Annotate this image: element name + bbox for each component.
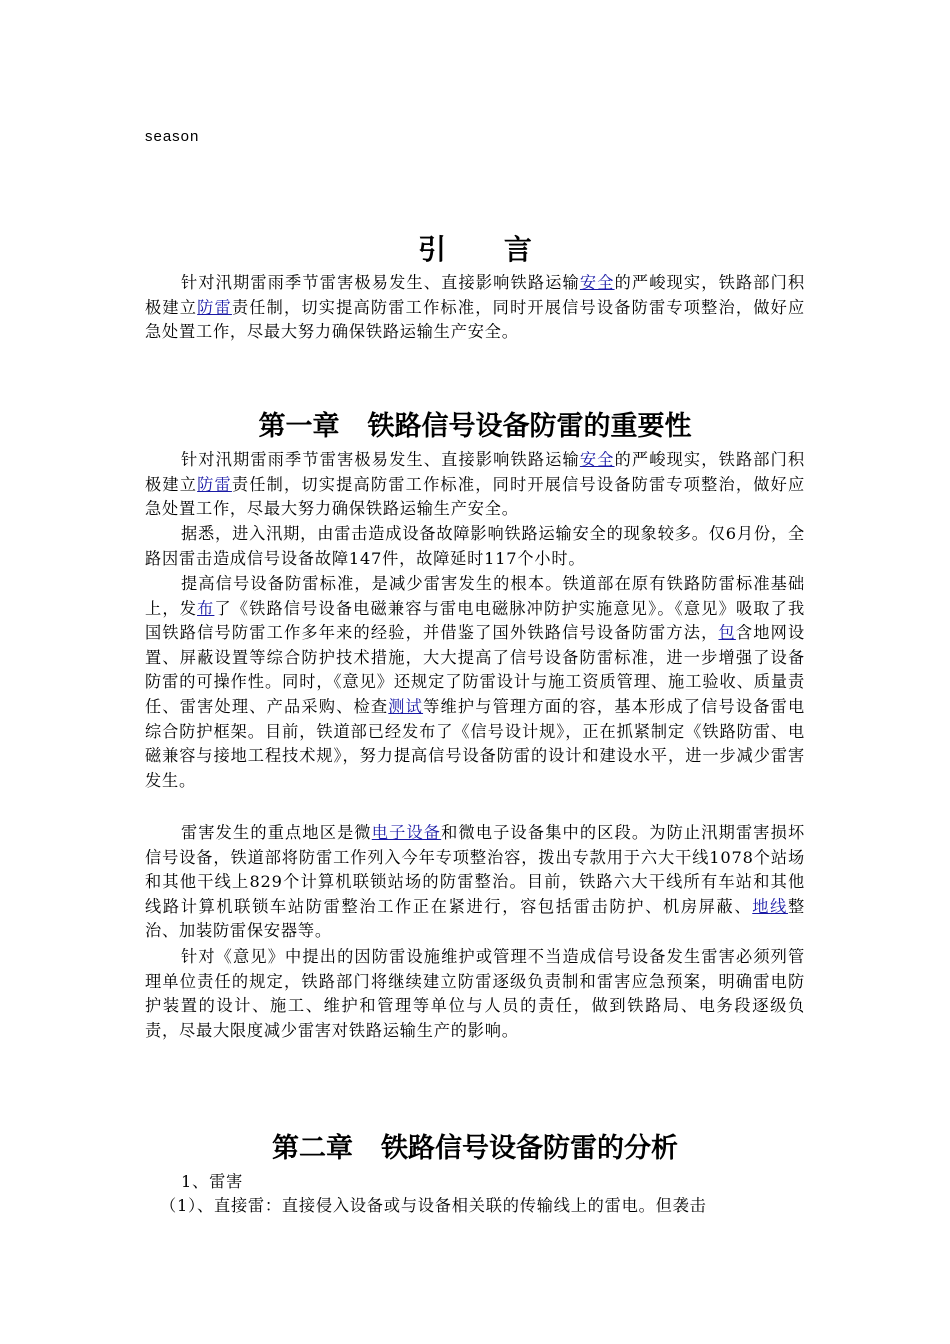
- chapter2-number: 第二章: [272, 1133, 353, 1164]
- intro-paragraph: [145, 271, 805, 345]
- link-lightning-protection[interactable]: 防雷: [197, 297, 232, 317]
- chapter1-paragraph-3: [145, 572, 805, 793]
- text-run: 等维护与管理方面的容，基本形成了信号设备雷电综合防护框架。目前，铁道部已经发布了《信号设计规》，正在抓紧制定《铁路防雷、电磁兼容与接地工程技术规》，努力提高信号设备防雷的设计和建设水平，进一步减少雷害发生。: [145, 696, 805, 790]
- chapter1-number: 第一章: [258, 411, 340, 442]
- link-testing[interactable]: 测试: [388, 696, 424, 716]
- text-run: 责任制，切实提高防雷工作标准，同时开展信号设备防雷专项整治，做好应急处置工作，尽最大努力确保铁路运输生产安全。: [145, 297, 805, 342]
- chapter1-heading: [0, 404, 950, 443]
- text-run: 含地网设置、屏蔽设置等综合防护技术措施，大大提高了信号设备防雷标准，进一步增强了设备防雷的可操作性。同时，《意见》还规定了防雷设计与施工资质管理、施工验收、质量责任、雷害处理、产品采购、检查: [145, 623, 805, 716]
- chapter1-paragraph-2: 据悉，进入汛期，由雷击造成设备故障影响铁路运输安全的现象较多。仅6月份，全路因雷击造成信号设备故障147件，故障延时117个小时。: [145, 524, 805, 568]
- text-run: 的严峻现实，铁路部门积极建立: [145, 273, 805, 317]
- chapter2-item-1: 1、雷害: [181, 1172, 244, 1191]
- text-run: 雷害发生的重点地区是微: [181, 823, 372, 842]
- link-ground-wire[interactable]: 地线: [752, 896, 788, 916]
- text-run: 针对汛期雷雨季节雷害极易发生、直接影响铁路运输: [181, 273, 580, 292]
- text-run: 的严峻现实，铁路部门积极建立: [145, 450, 805, 494]
- chapter2-heading: [0, 1126, 950, 1165]
- text-run: 了《铁路信号设备电磁兼容与雷电电磁脉冲防护实施意见》。《意见》吸取了我国铁路信号防雷工作多年来的经验，并借鉴了国外铁路信号设备防雷方法，: [145, 598, 805, 643]
- chapter1-paragraph-4: [145, 821, 805, 944]
- text-run: 针对汛期雷雨季节雷害极易发生、直接影响铁路运输: [181, 450, 580, 469]
- link-safety[interactable]: 安全: [579, 450, 615, 469]
- text-run: 和微电子设备集中的区段。为防止汛期雷害损坏信号设备，铁道部将防雷工作列入今年专项整治容，拨出专款用于六大干线1078个站场和其他干线上829个计算机联锁站场的防雷整治。目前，铁路六大干线所有车站和其他线路计算机联锁车站防雷整治工作正在紧进行，容包括雷击防护、机房屏蔽、: [145, 823, 805, 916]
- link-safety[interactable]: 安全: [579, 273, 615, 292]
- text-run: 整治、加装防雷保安器等。: [145, 896, 805, 941]
- chapter1-title: 铁路信号设备防雷的重要性: [367, 411, 692, 442]
- intro-heading: 引 言: [418, 233, 556, 266]
- text-run: 提高信号设备防雷标准，是减少雷害发生的根本。铁道部在原有铁路防雷标准基础上，发: [145, 574, 805, 618]
- text-run: 责任制，切实提高防雷工作标准，同时开展信号设备防雷专项整治，做好应急处置工作，尽最大努力确保铁路运输生产安全。: [145, 474, 805, 519]
- link-publish[interactable]: 布: [197, 598, 215, 618]
- chapter2-title: 铁路信号设备防雷的分析: [381, 1133, 678, 1164]
- chapter2-item-2: （1）、直接雷：直接侵入设备或与设备相关联的传输线上的雷电。但袭击: [160, 1196, 707, 1215]
- link-electronic-equipment[interactable]: 电子设备: [371, 823, 442, 842]
- header-word: season: [145, 128, 200, 145]
- link-lightning-protection[interactable]: 防雷: [197, 474, 232, 494]
- chapter1-paragraph-1: [145, 448, 805, 522]
- link-include[interactable]: 包: [718, 623, 736, 643]
- chapter1-paragraph-5: 针对《意见》中提出的因防雷设施维护或管理不当造成信号设备发生雷害必须列管理单位责任的规定，铁路部门将继续建立防雷逐级负责制和雷害应急预案，明确雷电防护装置的设计、施工、维护和管理等单位与人员的责任，做到铁路局、电务段逐级负责，尽最大限度减少雷害对铁路运输生产的影响。: [145, 947, 805, 1040]
